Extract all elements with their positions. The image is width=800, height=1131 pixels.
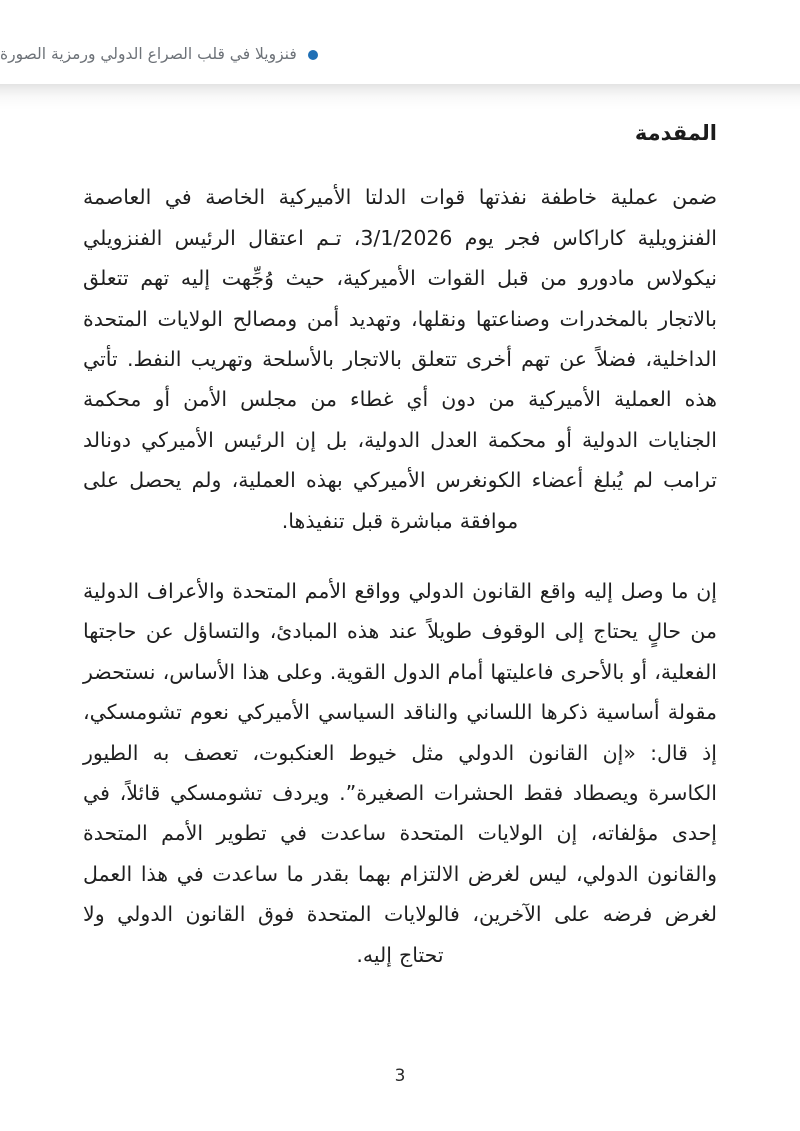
- header-divider-shadow: [0, 84, 800, 110]
- page-content: [83, 120, 717, 975]
- running-header: [0, 0, 800, 84]
- running-header-title: فنزويلا في قلب الصراع الدولي ورمزية الصورة: [0, 45, 297, 64]
- body-paragraph: إن ما وصل إليه واقع القانون الدولي وواقع الأمم المتحدة والأعراف الدولية من حالٍ يحتاج إلى الوقوف طويلاً عند هذه المبادئ، والتساؤل عن حاجتها الفعلية، أو بالأحرى فاعليتها أمام الدول القوية. وعلى هذا الأساس، نستحضر مقولة أساسية ذكرها اللساني والناقد السياسي الأميركي نعوم تشومسكي، إذ قال: «إن القانون الدولي مثل خيوط العنكبوت، تعصف به الطيور الكاسرة ويصطاد فقط الحشرات الصغيرة”. ويردف تشومسكي قائلاً، في إحدى مؤلفاته، إن الولايات المتحدة ساعدت في تطوير الأمم المتحدة والقانون الدولي، ليس لغرض الالتزام بهما بقدر ما ساعدت في هذا العمل لغرض فرضه على الآخرين، فالولايات المتحدة فوق القانون الدولي ولا تحتاج إليه.: [83, 578, 717, 967]
- running-header-content: [0, 21, 318, 63]
- page-number: 3: [394, 1066, 406, 1086]
- page-title: المقدمة: [634, 121, 717, 145]
- blue-dot-icon: [308, 50, 318, 60]
- body-paragraph: ضمن عملية خاطفة نفذتها قوات الدلتا الأميركية الخاصة في العاصمة الفنزويلية كاراكاس فجر يوم 3/1/2026، تـم اعتقال الرئيس الفنزويلي نيكولاس مادورو من قبل القوات الأميركية، حيث وُجِّهت إليه تهم تتعلق بالاتجار بالمخدرات وصناعتها ونقلها، وتهديد أمن ومصالح الولايات المتحدة الداخلية، فضلاً عن تهم أخرى تتعلق بالاتجار بالأسلحة وتهريب النفط. تأتي هذه العملية الأميركية من دون أي غطاء من مجلس الأمن أو محكمة الجنايات الدولية أو محكمة العدل الدولية، بل إن الرئيس الأميركي دونالد ترامب لم يُبلغ أعضاء الكونغرس الأميركي بهذه العملية، ولم يحصل على موافقة مباشرة قبل تنفيذها.: [83, 185, 717, 533]
